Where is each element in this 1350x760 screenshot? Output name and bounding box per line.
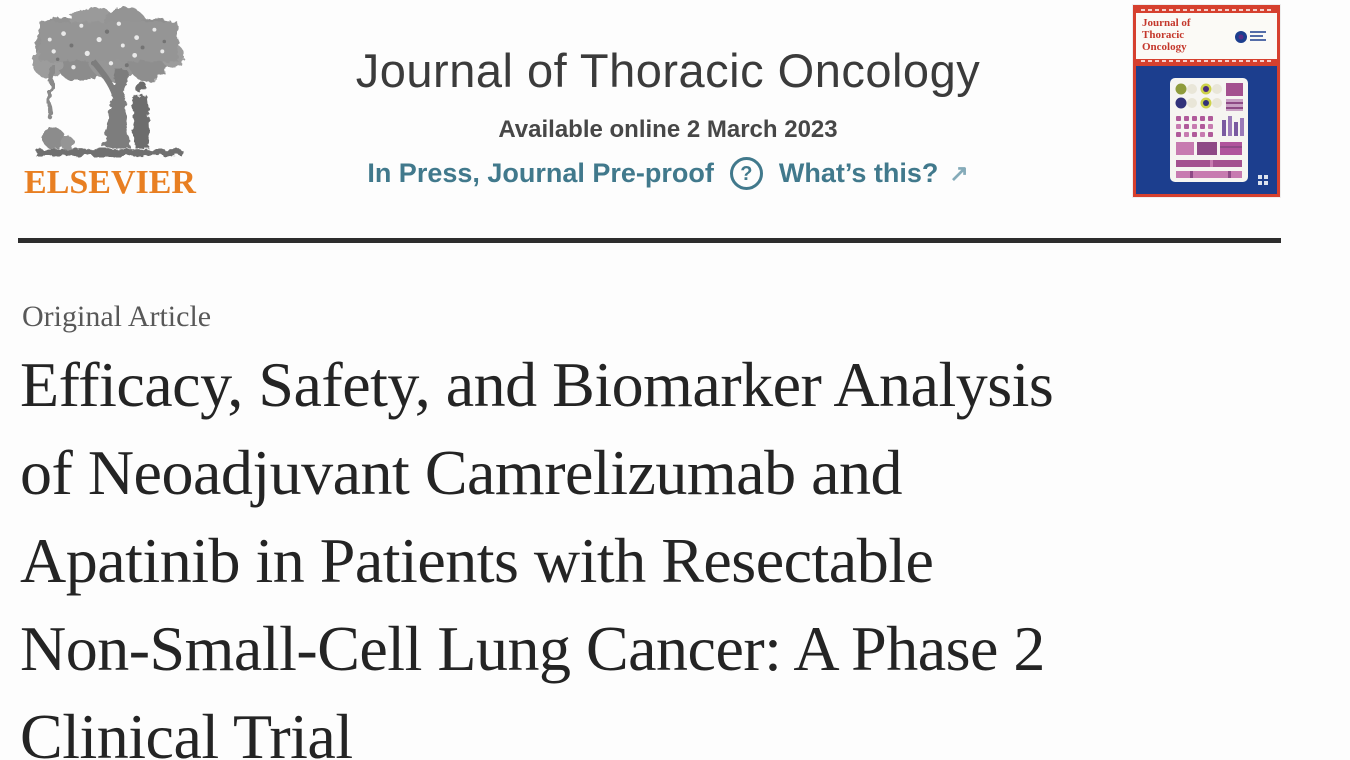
cover-society-emblem-icon bbox=[1233, 27, 1273, 47]
cover-masthead bbox=[1136, 13, 1277, 59]
external-link-arrow-icon: ↗ bbox=[949, 160, 969, 186]
available-online-date: Available online 2 March 2023 bbox=[498, 116, 838, 143]
whats-this-link[interactable]: What’s this? bbox=[778, 158, 939, 188]
question-circle-icon[interactable] bbox=[730, 157, 763, 190]
article-title-line: Clinical Trial bbox=[20, 701, 353, 760]
elsevier-wordmark: ELSEVIER bbox=[24, 164, 196, 201]
journal-cover-thumbnail[interactable] bbox=[1133, 5, 1280, 197]
journal-title: Journal of Thoracic Oncology bbox=[355, 44, 981, 97]
elsevier-logo-link[interactable] bbox=[18, 2, 202, 206]
article-title-line: Efficacy, Safety, and Biomarker Analysis bbox=[20, 349, 1054, 420]
journal-header bbox=[298, 42, 1038, 190]
article-type-label: Original Article bbox=[22, 300, 212, 333]
cover-figure-panel bbox=[1170, 78, 1248, 182]
elsevier-tree-icon bbox=[22, 4, 194, 162]
cover-body bbox=[1136, 66, 1277, 194]
article-title-line: of Neoadjuvant Camrelizumab and bbox=[20, 437, 902, 508]
cover-mid-band bbox=[1136, 59, 1277, 66]
question-glyph: ? bbox=[740, 162, 753, 185]
divider-rule bbox=[18, 238, 1281, 243]
in-press-link[interactable]: In Press, Journal Pre-proof bbox=[367, 158, 714, 188]
cover-corner-mark-icon bbox=[1257, 174, 1269, 186]
article-title-line: Apatinib in Patients with Resectable bbox=[20, 525, 934, 596]
cover-journal-title: Journal of Thoracic Oncology bbox=[1142, 17, 1191, 53]
article-title bbox=[20, 341, 1290, 760]
in-press-row bbox=[298, 157, 1038, 190]
article-title-line: Non-Small-Cell Lung Cancer: A Phase 2 bbox=[20, 613, 1045, 684]
